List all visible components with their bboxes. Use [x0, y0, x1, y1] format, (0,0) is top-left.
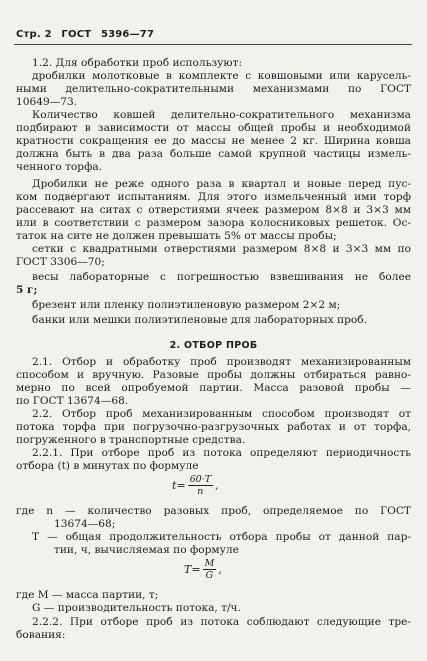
text-line: подбирают в зависимости от массы общей пробы и необходимой	[16, 122, 411, 134]
formula-denominator: n	[197, 486, 204, 497]
formula-tail: ,	[218, 563, 222, 576]
text-line: 2.2.2. При отборе проб из потока соблюдают следующие тре-	[32, 616, 411, 628]
text-line: 13674—68;	[54, 518, 116, 530]
text-line: погруженного в транспортные средства.	[16, 434, 246, 446]
formula-lhs: t=	[172, 479, 186, 492]
text-line: ком подвергают испытаниям. Для этого измельченный ими торф	[16, 191, 411, 203]
text-line: дробилки молотковые в комплекте с ковшовыми или карусель-	[32, 70, 411, 82]
text-line: брезент или пленку полиэтиленовую размером 2×2 м;	[32, 299, 341, 311]
text-line: 5 г;	[16, 284, 38, 296]
text-line: 10649—73.	[16, 96, 78, 108]
formula-fraction	[203, 558, 217, 581]
text-line: банки или мешки полиэтиленовые для лабораторных проб.	[32, 314, 368, 326]
text-line: ченного торфа.	[16, 161, 103, 173]
paragraph-1-2-intro: 1.2. Для обработки проб используют:	[32, 57, 243, 69]
formula-duration	[184, 558, 222, 581]
formula-denominator: G	[205, 570, 214, 581]
page-label: Стр. 2	[16, 29, 52, 40]
standard-number: 5396—77	[100, 29, 155, 40]
text-line: способом и вручную. Разовые пробы должны отбираться равно-	[16, 369, 411, 381]
formula-tail: ,	[215, 479, 219, 492]
standard-label: ГОСТ	[61, 29, 92, 40]
header-rule	[14, 44, 412, 45]
text-line: Дробилки не реже одного раза в квартал и новые перед пус-	[32, 178, 411, 190]
formula-periodicity	[172, 474, 219, 497]
text-line: T — общая продолжительность отбора пробы от данной пар-	[32, 531, 411, 543]
text-line: таток на сите не должен превышать 5% от массы пробы;	[16, 230, 337, 242]
text-line: рассевают на ситах с отверстиями ячеек размером 8×8 и 3×3 мм	[16, 204, 411, 216]
text-line: где n — количество разовых проб, определяемое по ГОСТ	[16, 505, 411, 517]
text-line: весы лабораторные с погрешностью взвешивания не более	[32, 271, 411, 283]
text-line: должна быть в два раза больше самой крупной частицы измель-	[16, 148, 411, 160]
text-line: Количество ковшей делительно-сократительного механизма	[32, 109, 411, 121]
text-line: сетки с квадратными отверстиями размером 8×8 и 3×3 мм по	[32, 243, 411, 255]
page-header	[16, 29, 160, 40]
text-line: где M — масса партии, т;	[16, 589, 159, 601]
text-line: потока торфа при погрузочно-разгрузочных работах и от торфа,	[16, 421, 411, 433]
text-line: бования:	[16, 629, 66, 641]
text-line: кратности сокращения ее до массы не менее 2 кг. Ширина ковша	[16, 135, 411, 147]
formula-numerator: M	[204, 558, 215, 569]
text-line: ными делительно-сократительными механизмами по ГОСТ	[16, 83, 411, 95]
text-line: тии, ч, вычисляемая по формуле	[54, 544, 239, 556]
text-line: по ГОСТ 13674—68.	[16, 395, 129, 407]
text-line: 2.1. Отбор и обработку проб производят механизированным	[32, 356, 411, 368]
text-line: отбора (t) в минутах по формуле	[16, 460, 199, 472]
text-line: 2.2. Отбор проб механизированным способом производят от	[32, 408, 411, 420]
section-title: 2. ОТБОР ПРОБ	[169, 340, 258, 351]
text-line: G — производительность потока, т/ч.	[32, 602, 241, 614]
formula-numerator: 60·T	[189, 474, 212, 485]
text-line: или в соответствии с размером зазора колосниковых решеток. Ос-	[16, 217, 411, 229]
text-line: мерно по всей опробуемой партии. Масса разовой пробы —	[16, 382, 411, 394]
text-line: ГОСТ 3306—70;	[16, 256, 105, 268]
text-line: 2.2.1. При отборе проб из потока определяют периодичность	[32, 447, 411, 459]
formula-fraction	[188, 474, 213, 497]
formula-lhs: T=	[184, 563, 201, 576]
